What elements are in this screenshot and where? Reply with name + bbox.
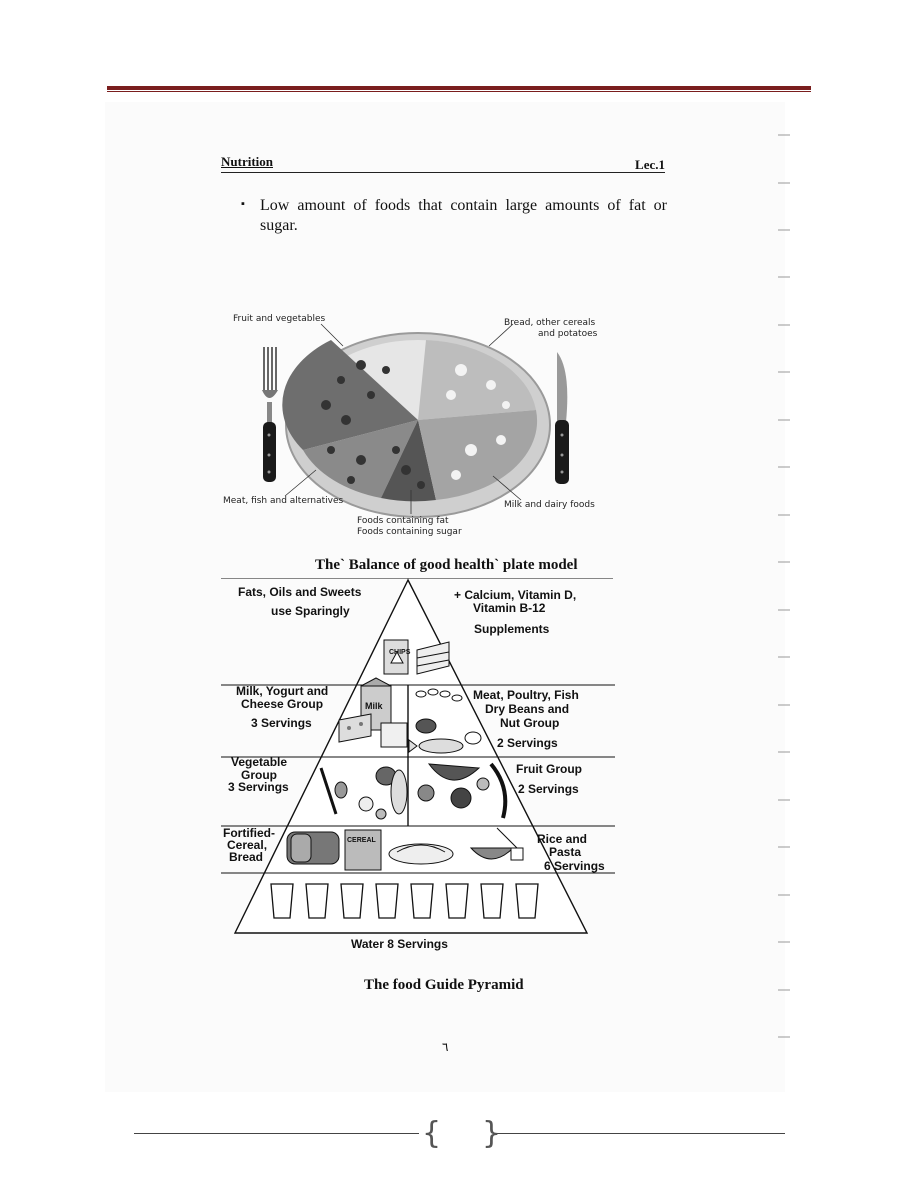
pyramid-caption: The food Guide Pyramid bbox=[364, 977, 524, 993]
yogurt-icon bbox=[381, 723, 407, 747]
use-sparingly-label: use Sparingly bbox=[271, 604, 350, 618]
footer-left-brace-icon: { bbox=[422, 1116, 442, 1151]
pasta-icon bbox=[389, 844, 453, 864]
footer-rule-left bbox=[134, 1133, 419, 1134]
bullet-icon: ▪ bbox=[241, 198, 245, 210]
egg-icon bbox=[465, 732, 481, 744]
crackers-icon bbox=[511, 848, 523, 860]
label-bread-line2: and potatoes bbox=[538, 329, 598, 339]
cereal-group-line1: Fortified- bbox=[223, 826, 275, 840]
scanned-page-number: ٦ bbox=[442, 1040, 449, 1054]
lecture-number: Lec.1 bbox=[635, 157, 665, 172]
milk-sector bbox=[418, 410, 537, 500]
fork-icon bbox=[262, 347, 278, 482]
vegetable-servings: 3 Servings bbox=[228, 780, 289, 794]
bullet-text: Low amount of foods that contain large amounts of fat or sugar. bbox=[260, 197, 667, 234]
supplements-line1: + Calcium, Vitamin D, bbox=[454, 588, 577, 602]
meat-group-line2: Dry Beans and bbox=[485, 702, 570, 716]
meat-group-line3: Nut Group bbox=[500, 716, 560, 730]
fruit-servings: 2 Servings bbox=[518, 782, 579, 796]
meat-group-line1: Meat, Poultry, Fish bbox=[473, 688, 579, 702]
milk-group-line2: Cheese Group bbox=[241, 697, 324, 711]
milk-servings: 3 Servings bbox=[251, 716, 312, 730]
meat-servings: 2 Servings bbox=[497, 736, 558, 750]
label-fruit-vegetables: Fruit and vegetables bbox=[233, 314, 326, 324]
footer-rule-right bbox=[497, 1133, 785, 1134]
plate-caption: The` Balance of good health` plate model bbox=[315, 557, 578, 573]
label-bread-line1: Bread, other cereals bbox=[504, 318, 596, 328]
cereal-group-line3: Bread bbox=[229, 850, 264, 864]
cereal-box-label: CEREAL bbox=[347, 837, 376, 844]
bread-loaf-icon bbox=[287, 832, 339, 864]
scan-edge-marks bbox=[778, 120, 794, 1080]
label-meat-fish: Meat, fish and alternatives bbox=[223, 496, 344, 506]
rice-group-line2: Pasta bbox=[549, 845, 582, 859]
supplements-line2: Vitamin B-12 bbox=[473, 601, 546, 615]
plate-figure bbox=[221, 310, 613, 540]
header-top-rule bbox=[107, 86, 811, 90]
rice-group-line1: Rice and bbox=[537, 832, 588, 846]
bread-sector bbox=[418, 340, 536, 420]
knife-icon bbox=[555, 352, 569, 484]
header-top-rule-thin bbox=[107, 91, 811, 92]
footer-right-brace-icon: } bbox=[482, 1116, 502, 1151]
pyramid-figure bbox=[221, 578, 617, 956]
chips-label: CHIPS bbox=[389, 649, 411, 656]
lecture-header bbox=[221, 154, 665, 173]
steak-icon bbox=[416, 719, 436, 733]
milk-group-line1: Milk, Yogurt and bbox=[236, 684, 329, 698]
label-foods-sugar: Foods containing sugar bbox=[357, 527, 462, 537]
vegetable-group-line2: Group bbox=[241, 768, 277, 782]
rice-servings: 6 Servings bbox=[544, 859, 605, 873]
label-milk-dairy: Milk and dairy foods bbox=[504, 500, 595, 510]
vegetable-group-line1: Vegetable bbox=[231, 755, 288, 769]
fruit-group-label: Fruit Group bbox=[516, 762, 582, 776]
fats-oils-sweets-label: Fats, Oils and Sweets bbox=[238, 585, 362, 599]
supplements-label: Supplements bbox=[474, 622, 550, 636]
plate-icon bbox=[282, 333, 550, 517]
water-servings: Water 8 Servings bbox=[351, 937, 448, 951]
label-foods-fat: Foods containing fat bbox=[357, 516, 449, 526]
cereal-group-line2: Cereal, bbox=[227, 838, 268, 852]
milk-carton-label: Milk bbox=[365, 701, 383, 711]
course-title: Nutrition bbox=[221, 154, 273, 169]
